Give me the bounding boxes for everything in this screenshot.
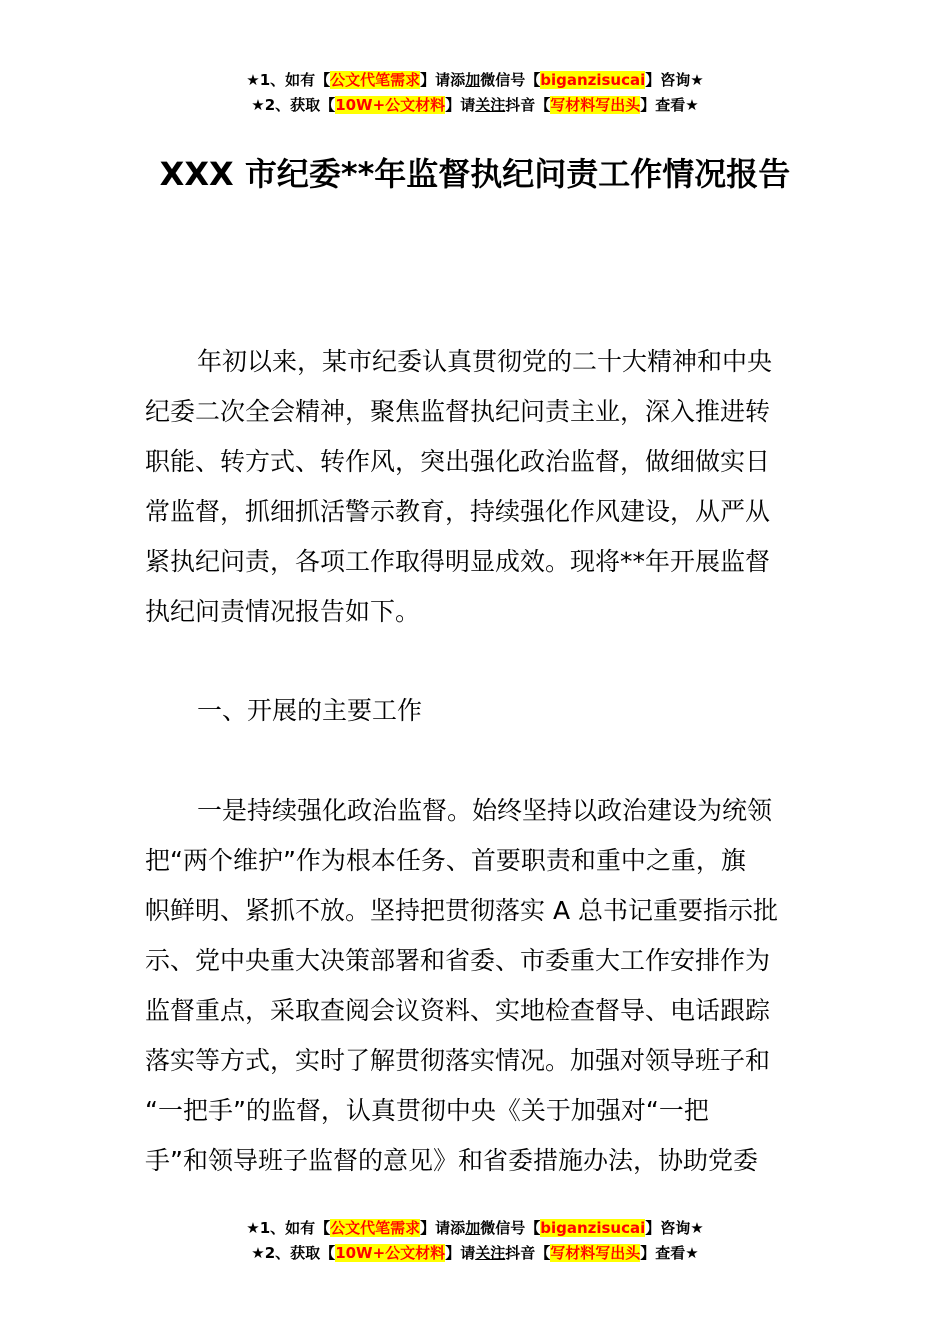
paragraph-line: “一把手”的监督，认真贯彻中央《关于加强对“一把 bbox=[145, 1096, 709, 1125]
banner-text: 抖音【 bbox=[505, 96, 551, 114]
banner-line-2 bbox=[0, 93, 950, 118]
banner-underlined-text: 关注 bbox=[475, 96, 506, 114]
paragraph-line: 年初以来，某市纪委认真贯彻党的二十大精神和中央 bbox=[197, 347, 773, 376]
banner-line-1 bbox=[0, 1216, 950, 1241]
banner-text: ★1、如有【 bbox=[246, 1219, 331, 1237]
paragraph-line: 手”和领导班子监督的意见》和省委措施办法，协助党委 bbox=[145, 1146, 758, 1175]
banner-underlined-text: 加 bbox=[465, 71, 481, 89]
highlight-service: 公文代笔需求 bbox=[330, 1219, 421, 1237]
paragraph-line: 落实等方式，实时了解贯彻落实情况。加强对领导班子和 bbox=[145, 1046, 771, 1075]
banner-text: ★2、获取【 bbox=[251, 1244, 336, 1262]
paragraph-line: 把“两个维护”作为根本任务、首要职责和重中之重，旗 bbox=[145, 846, 746, 875]
banner-text: 】查看★ bbox=[640, 96, 699, 114]
banner-line-2 bbox=[0, 1241, 950, 1266]
banner-text: 微信号【 bbox=[480, 71, 541, 89]
section-heading bbox=[145, 686, 810, 736]
paragraph-line: 常监督，抓细抓活警示教育，持续强化作风建设，从严从 bbox=[145, 497, 771, 526]
banner-text: 】请 bbox=[445, 1244, 476, 1262]
header-banner bbox=[0, 68, 950, 118]
paragraph-line: 一是持续强化政治监督。始终坚持以政治建设为统领 bbox=[197, 796, 773, 825]
highlight-materials: 10W+公文材料 bbox=[335, 1244, 446, 1262]
paragraph-line: 职能、转方式、转作风，突出强化政治监督，做细做实日 bbox=[145, 447, 771, 476]
highlight-wechat-id: biganzisucai bbox=[540, 1219, 646, 1237]
banner-underlined-text: 加 bbox=[465, 1219, 481, 1237]
banner-text: 】查看★ bbox=[640, 1244, 699, 1262]
highlight-materials: 10W+公文材料 bbox=[335, 96, 446, 114]
banner-text: 】请添 bbox=[420, 1219, 466, 1237]
highlight-service: 公文代笔需求 bbox=[330, 71, 421, 89]
paragraph-line: 执纪问责情况报告如下。 bbox=[145, 597, 421, 626]
banner-text: 】咨询★ bbox=[645, 1219, 704, 1237]
banner-text: ★2、获取【 bbox=[251, 96, 336, 114]
footer-banner bbox=[0, 1216, 950, 1266]
banner-text: 微信号【 bbox=[480, 1219, 541, 1237]
section-heading-text: 一、开展的主要工作 bbox=[197, 696, 423, 725]
banner-text: 】请 bbox=[445, 96, 476, 114]
banner-text: 】咨询★ bbox=[645, 71, 704, 89]
banner-text: 抖音【 bbox=[505, 1244, 551, 1262]
body-paragraph bbox=[145, 786, 810, 1186]
banner-underlined-text: 关注 bbox=[475, 1244, 506, 1262]
banner-text: ★1、如有【 bbox=[246, 71, 331, 89]
paragraph-line: 帜鲜明、紧抓不放。坚持把贯彻落实 A 总书记重要指示批 bbox=[145, 896, 778, 925]
highlight-douyin: 写材料写出头 bbox=[550, 1244, 641, 1262]
paragraph-line: 纪委二次全会精神，聚焦监督执纪问责主业，深入推进转 bbox=[145, 397, 771, 426]
banner-text: 】请添 bbox=[420, 71, 466, 89]
banner-line-1 bbox=[0, 68, 950, 93]
paragraph-line: 监督重点，采取查阅会议资料、实地检查督导、电话跟踪 bbox=[145, 996, 771, 1025]
intro-paragraph bbox=[145, 337, 810, 637]
paragraph-line: 示、党中央重大决策部署和省委、市委重大工作安排作为 bbox=[145, 946, 771, 975]
highlight-wechat-id: biganzisucai bbox=[540, 71, 646, 89]
highlight-douyin: 写材料写出头 bbox=[550, 96, 641, 114]
paragraph-line: 紧执纪问责，各项工作取得明显成效。现将**年开展监督 bbox=[145, 547, 771, 576]
document-title: XXX 市纪委**年监督执纪问责工作情况报告 bbox=[159, 155, 791, 193]
